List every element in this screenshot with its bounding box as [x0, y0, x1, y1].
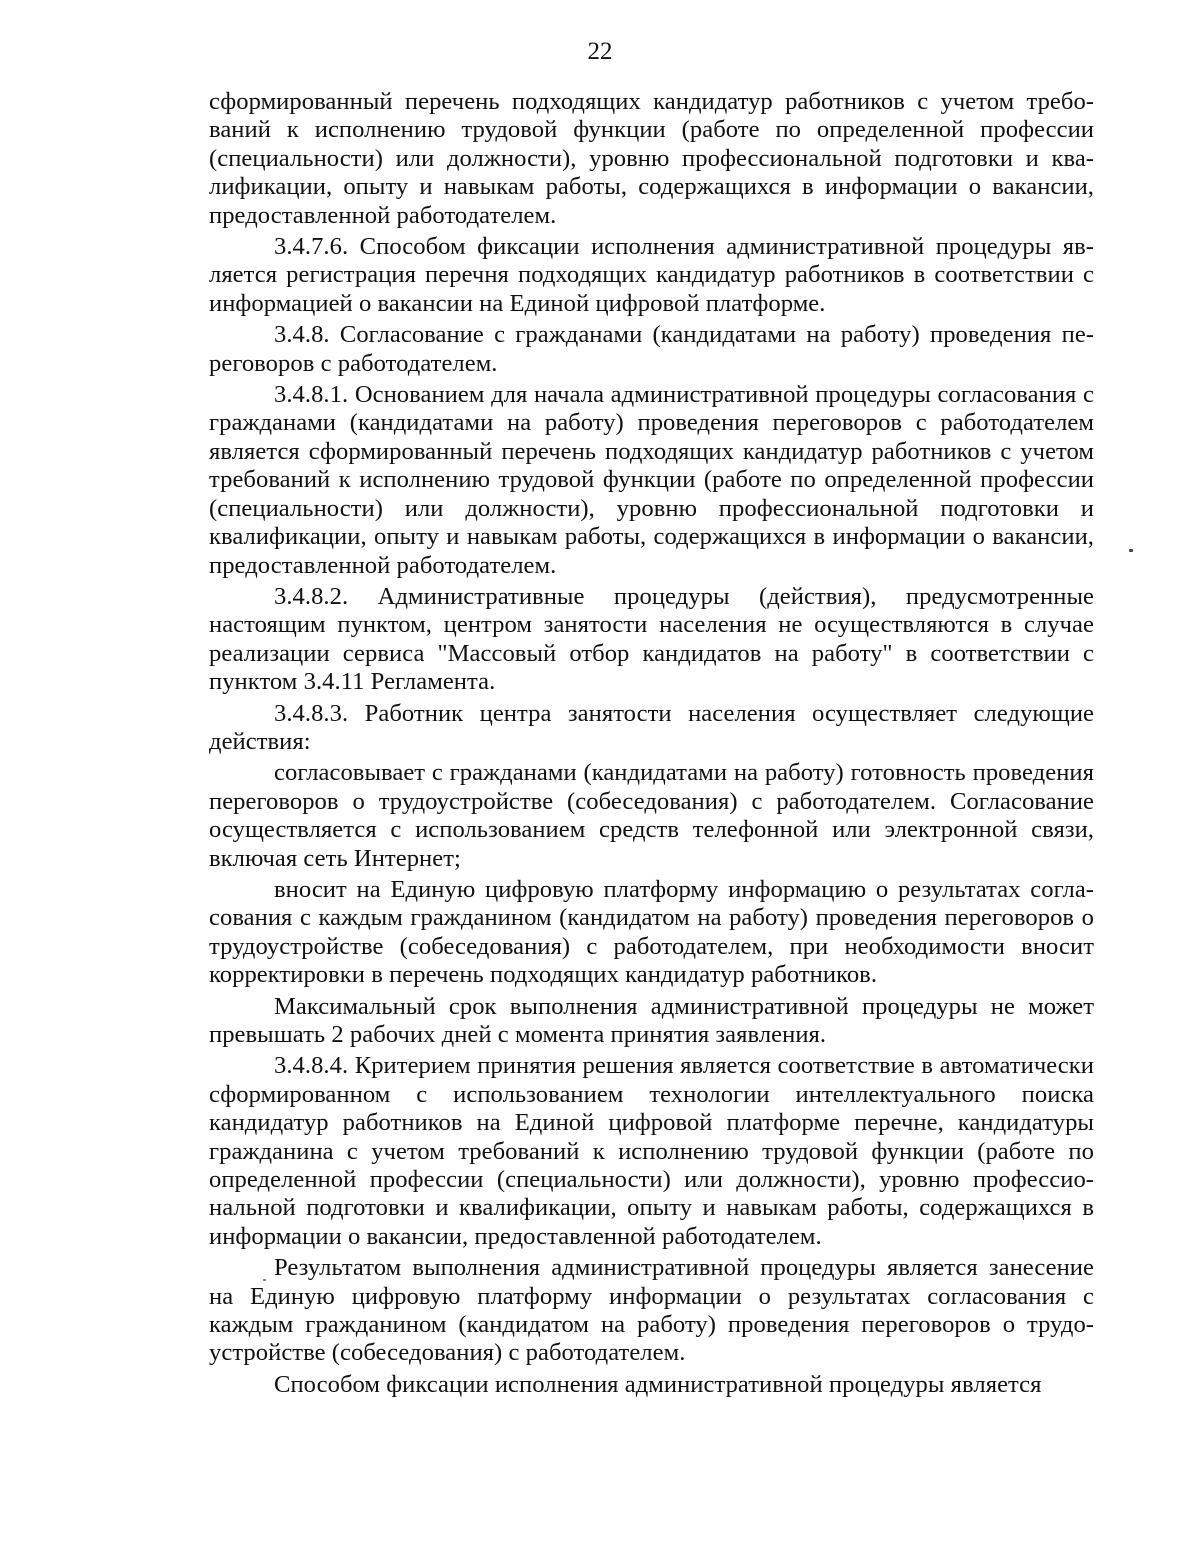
paragraph-3-4-7-6: 3.4.7.6. Способом фиксации исполнения административной процедуры является регистрация перечня подходящих кандидатур работников в соответствии с информацией о вакансии на Единой цифровой платформе.	[209, 233, 1094, 317]
paragraph-3-4-8: 3.4.8. Согласование с гражданами (кандидатами на работу) проведения переговоров с работодателем.	[209, 321, 1094, 377]
paragraph-3-4-8-1: 3.4.8.1. Основанием для начала административной процедуры согласования с гражданами (кандидатами на работу) проведения переговоров с работодателем является сформированный перечень подходящих кандидатур работников с учетом требований к исполнению трудовой функции (работе по определенной профессии (специальности) или должности), уровню профессиональной подготовки и квалификации, опыту и навыкам работы, содержащихся в информации о вакансии, предоставленной работодателем.	[209, 381, 1094, 579]
page-number: 22	[587, 38, 613, 65]
paragraph-coordinates-readiness: согласовывает с гражданами (кандидатами на работу) готовность проведения переговоров о трудоустройстве (собеседования) с работодателем. Согласование осуществляется с использованием средств телефонной или электронной связи, включая сеть Интернет;	[209, 759, 1094, 872]
paragraph-3-4-8-4: 3.4.8.4. Критерием принятия решения является соответствие в автоматически сформированном с использованием технологии интеллектуального поиска кандидатур работников на Единой цифровой платформе перечне, кандидатуры гражданина с учетом требований к исполнению трудовой функции (работе по определенной профессии (специальности) или должности), уровню профессиональной подготовки и квалификации, опыту и навыкам работы, содержащихся в информации о вакансии, предоставленной работодателем.	[209, 1052, 1094, 1250]
scan-speck	[1129, 549, 1133, 552]
paragraph-maximum-term: Максимальный срок выполнения административной процедуры не может превышать 2 рабочих дней с момента принятия заявления.	[209, 992, 1094, 1048]
document-body	[209, 88, 1094, 1402]
paragraph-3-4-8-3: 3.4.8.3. Работник центра занятости населения осуществляет следующие действия:	[209, 699, 1094, 755]
paragraph-enters-information: вносит на Единую цифровую платформу информацию о результатах согласования с каждым гражданином (кандидатом на работу) проведения переговоров о трудоустройстве (собеседования) с работодателем, при необходимости вносит корректировки в перечень подходящих кандидатур работников.	[209, 875, 1094, 989]
paragraph-fixation-method: Способом фиксации исполнения административной процедуры является	[274, 1370, 1042, 1398]
scan-speck	[263, 1279, 266, 1281]
paragraph-result: Результатом выполнения административной процедуры является занесение на Единую цифровую платформу информации о результатах согласования с каждым гражданином (кандидатом на работу) проведения переговоров о трудоустройстве (собеседования) с работодателем.	[209, 1254, 1094, 1367]
paragraph-3-4-8-2: 3.4.8.2. Административные процедуры (действия), предусмотренные настоящим пунктом, центром занятости населения не осуществляются в случае реализации сервиса "Массовый отбор кандидатов на работу" в соответствии с пунктом 3.4.11 Регламента.	[209, 582, 1094, 696]
paragraph-continuation: сформированный перечень подходящих кандидатур работников с учетом требований к исполнению трудовой функции (работе по определенной профессии (специальности) или должности), уровню профессиональной подготовки и квалификации, опыту и навыкам работы, содержащихся в информации о вакансии, предоставленной работодателем.	[209, 88, 1094, 229]
